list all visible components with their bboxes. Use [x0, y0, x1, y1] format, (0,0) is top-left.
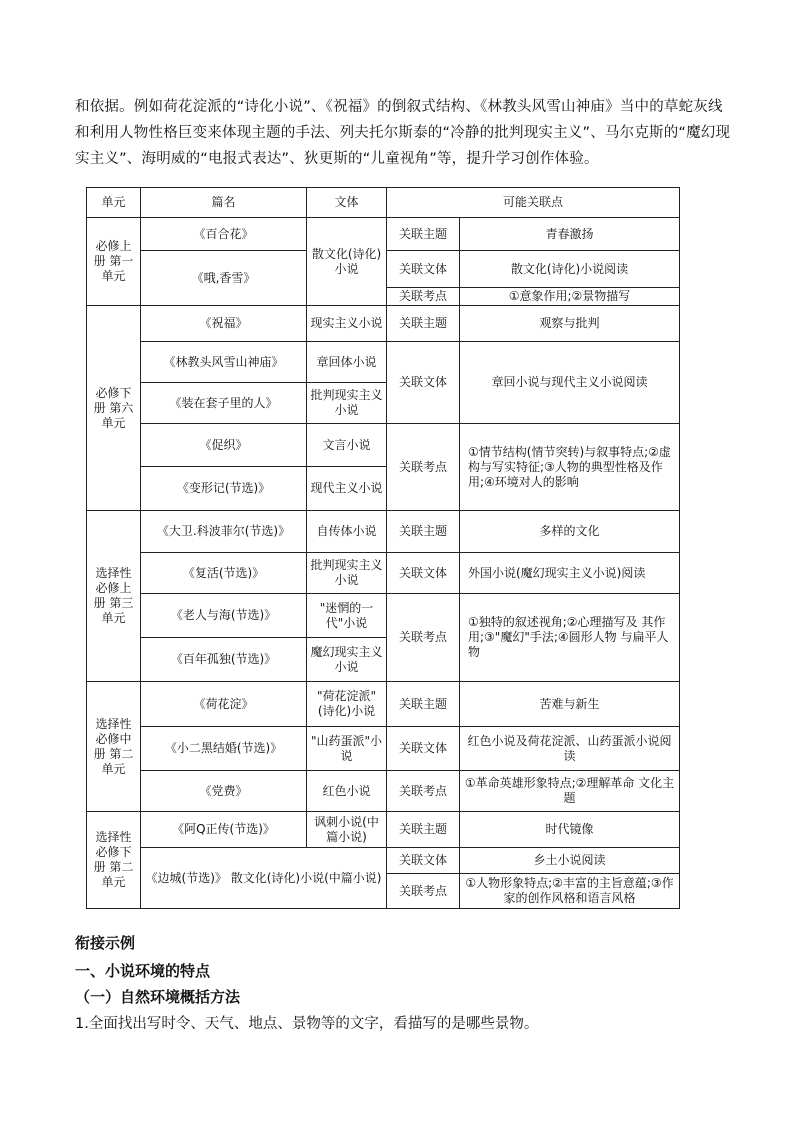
piece-cell: 《荷花淀》: [141, 682, 307, 727]
piece-cell: 《党费》: [141, 771, 307, 812]
genre-cell: 批判现实主义小说: [307, 553, 387, 594]
unit-cell: 必修下册 第六单元: [87, 306, 141, 511]
unit-cell: 选择性必修中册 第二单元: [87, 682, 141, 812]
table-row: [87, 424, 680, 467]
section-heading-level2: （一）自然环境概括方法: [75, 988, 241, 1006]
genre-cell: 现代主义小说: [307, 467, 387, 511]
table-row: [87, 342, 680, 383]
method-item-1: 1.全面找出写时令、天气、地点、景物等的文字，看描写的是哪些景物。: [75, 1016, 539, 1032]
table-row: [87, 306, 680, 342]
header-links: 可能关联点: [387, 188, 680, 218]
link-label-cell: 关联文体: [387, 848, 460, 874]
genre-cell: 自传体小说: [307, 511, 387, 553]
piece-cell: 《复活(节选)》: [141, 553, 307, 594]
link-label-cell: 关联文体: [387, 727, 460, 771]
unit-cell: 必修上册 第一单元: [87, 218, 141, 306]
link-value-cell: ①人物形象特点;②丰富的主旨意蕴;③作家的创作风格和语言风格: [460, 874, 680, 909]
link-label-cell: 关联主题: [387, 682, 460, 727]
table-row: [87, 553, 680, 594]
piece-cell: 《促织》: [141, 424, 307, 467]
piece-cell: 《林教头风雪山神庙》: [141, 342, 307, 383]
genre-cell: 文言小说: [307, 424, 387, 467]
link-value-cell: ①独特的叙述视角;②心理描写及 其作用;③"魔幻"手法;④圆形人物 与扁平人物: [460, 594, 680, 682]
header-title: 篇名: [141, 188, 307, 218]
link-value-cell: 乡土小说阅读: [460, 848, 680, 874]
link-value-cell: ①意象作用;②景物描写: [460, 288, 680, 306]
link-value-cell: ①情节结构(情节突转)与叙事特点;②虚构与写实特征;③人物的典型性格及作用;④环境对人的影响: [460, 424, 680, 511]
header-genre: 文体: [307, 188, 387, 218]
piece-genre-merged-cell: 《边城(节选)》 散文化(诗化)小说(中篇小说): [141, 848, 387, 909]
piece-cell: 《大卫.科波菲尔(节选)》: [141, 511, 307, 553]
table-header-row: [87, 188, 680, 218]
genre-cell: "荷花淀派"(诗化)小说: [307, 682, 387, 727]
genre-cell: "迷惘的一代"小说: [307, 594, 387, 638]
link-label-cell: 关联文体: [387, 553, 460, 594]
piece-cell: 《百年孤独(节选)》: [141, 638, 307, 682]
genre-cell: 红色小说: [307, 771, 387, 812]
section-example-heading: 衔接示例: [75, 934, 136, 952]
unit-cell: 选择性必修下册 第二单元: [87, 812, 141, 909]
units-table: [86, 187, 680, 909]
link-label-cell: 关联考点: [387, 771, 460, 812]
link-label-cell: 关联考点: [387, 874, 460, 909]
table-row: [87, 727, 680, 771]
genre-cell: 章回体小说: [307, 342, 387, 383]
table-row: [87, 511, 680, 553]
genre-cell: 散文化(诗化)小说: [307, 218, 387, 306]
table-row: [87, 771, 680, 812]
section-heading-level1: 一、小说环境的特点: [75, 962, 211, 980]
link-label-cell: 关联主题: [387, 306, 460, 342]
link-label-cell: 关联主题: [387, 511, 460, 553]
link-value-cell: 观察与批判: [460, 306, 680, 342]
link-label-cell: 关联考点: [387, 424, 460, 511]
genre-cell: 批判现实主义小说: [307, 383, 387, 424]
table-row: [87, 218, 680, 251]
table-row: [87, 812, 680, 848]
piece-cell: 《小二黑结婚(节选)》: [141, 727, 307, 771]
link-label-cell: 关联考点: [387, 288, 460, 306]
link-value-cell: 红色小说及荷花淀派、山药蛋派小说阅读: [460, 727, 680, 771]
link-value-cell: 青春激扬: [460, 218, 680, 251]
table-row: [87, 848, 680, 874]
link-value-cell: 章回小说与现代主义小说阅读: [460, 342, 680, 424]
link-value-cell: 外国小说(魔幻现实主义小说)阅读: [460, 553, 680, 594]
genre-cell: 讽刺小说(中篇小说): [307, 812, 387, 848]
link-value-cell: 散文化(诗化)小说阅读: [460, 251, 680, 288]
link-value-cell: ①革命英雄形象特点;②理解革命 文化主题: [460, 771, 680, 812]
table-row: [87, 594, 680, 638]
link-value-cell: 时代镜像: [460, 812, 680, 848]
table-row: [87, 682, 680, 727]
link-label-cell: 关联考点: [387, 594, 460, 682]
piece-cell: 《阿Q正传(节选)》: [141, 812, 307, 848]
genre-cell: 现实主义小说: [307, 306, 387, 342]
link-label-cell: 关联文体: [387, 251, 460, 288]
link-label-cell: 关联主题: [387, 218, 460, 251]
piece-cell: 《变形记(节选)》: [141, 467, 307, 511]
link-value-cell: 苦难与新生: [460, 682, 680, 727]
piece-cell: 《百合花》: [141, 218, 307, 251]
link-label-cell: 关联主题: [387, 812, 460, 848]
piece-cell: 《装在套子里的人》: [141, 383, 307, 424]
genre-cell: "山药蛋派"小说: [307, 727, 387, 771]
piece-cell: 《哦,香雪》: [141, 251, 307, 306]
link-value-cell: 多样的文化: [460, 511, 680, 553]
genre-cell: 魔幻现实主义小说: [307, 638, 387, 682]
piece-cell: 《老人与海(节选)》: [141, 594, 307, 638]
unit-cell: 选择性必修上册 第三单元: [87, 511, 141, 682]
piece-cell: 《祝福》: [141, 306, 307, 342]
intro-paragraph: 和依据。例如荷花淀派的“诗化小说”、《祝福》的倒叙式结构、《林教头风雪山神庙》当中的草蛇灰线和利用人物性格巨变来体现主题的手法、列夫托尔斯泰的“冷静的批判现实主义”、马尔克斯的“魔幻现实主义”、海明威的“电报式表达”、狄更斯的“儿童视角”等，提升学习创作体验。: [75, 99, 731, 167]
header-unit: 单元: [87, 188, 141, 218]
link-label-cell: 关联文体: [387, 342, 460, 424]
